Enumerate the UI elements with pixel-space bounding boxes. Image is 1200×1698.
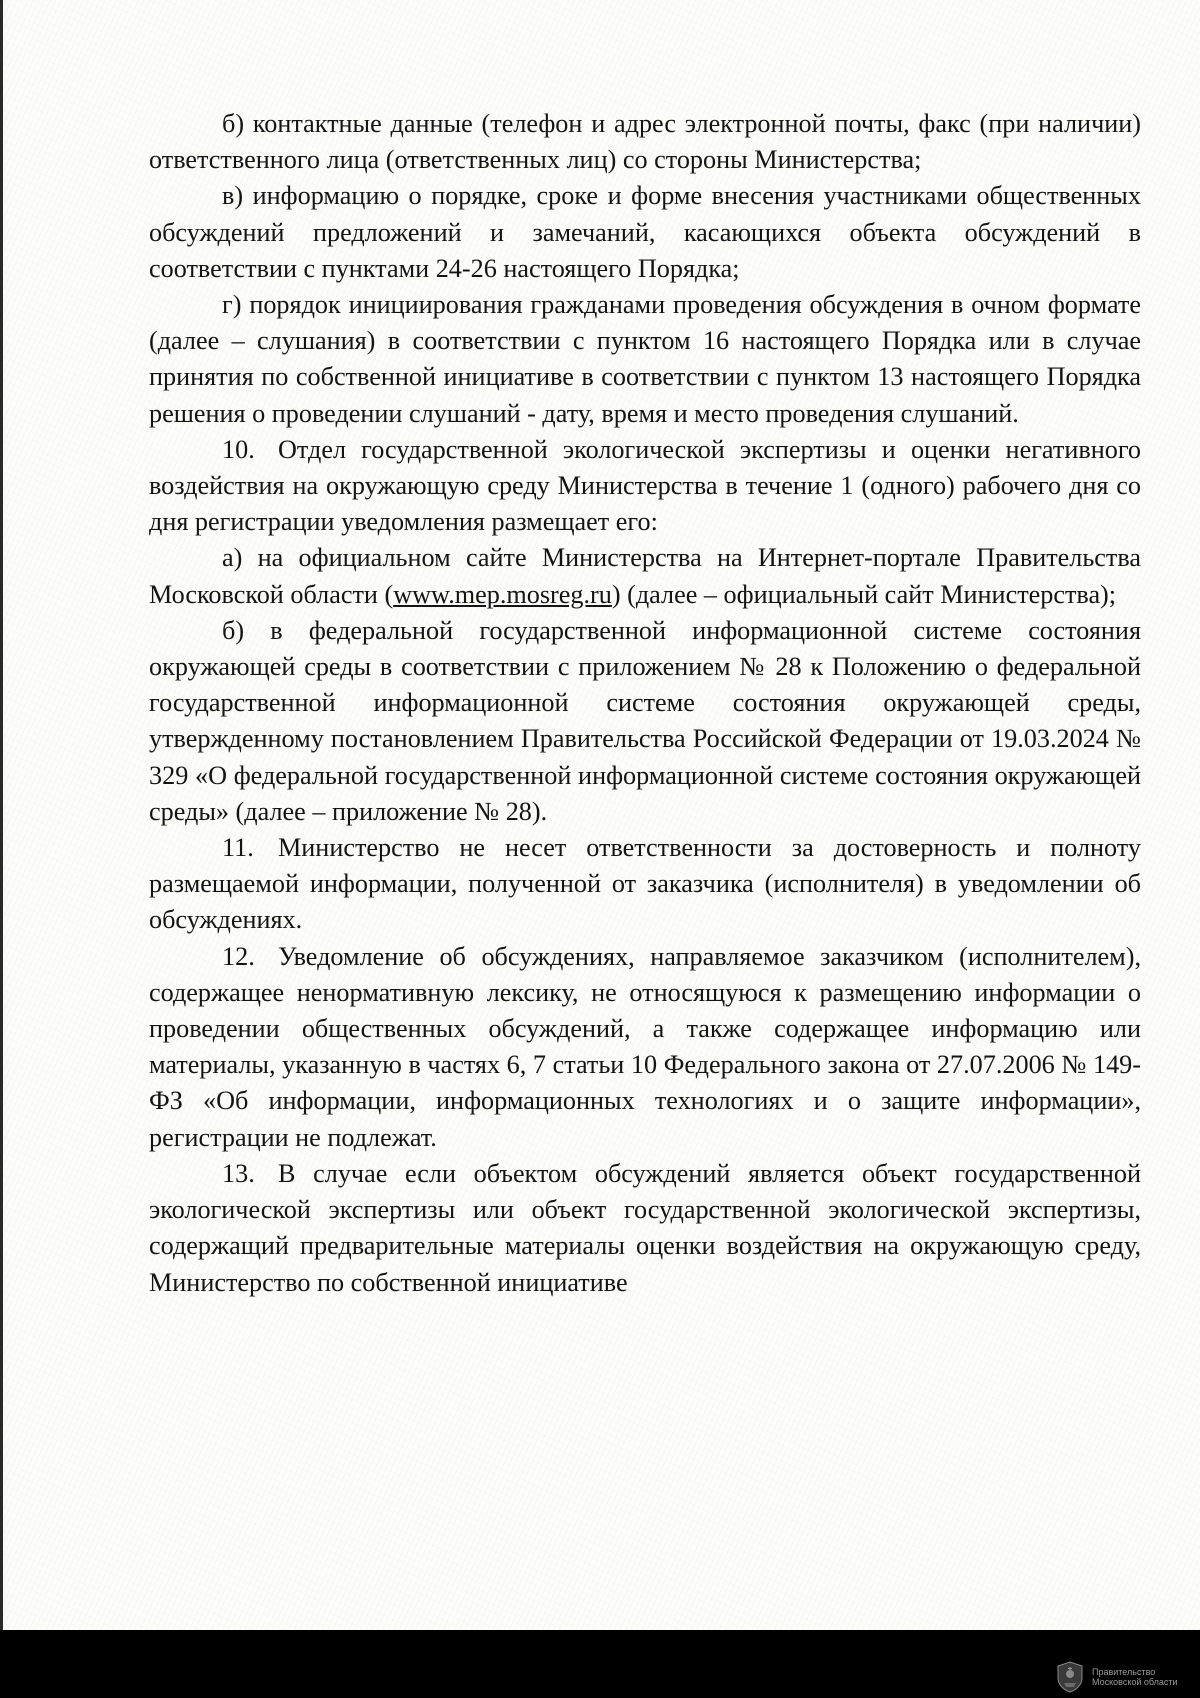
paragraph-contact-data: б) контактные данные (телефон и адрес электронной почты, факс (при наличии) ответственного лица (ответственных лиц) со стороны Министерства; [149, 109, 1141, 175]
footer-bar [0, 1630, 1200, 1698]
clause-number: 10. [222, 434, 255, 464]
clause-number: 12. [222, 941, 255, 971]
government-logo-text [1092, 1667, 1178, 1687]
logo-text-line1: Правительство [1092, 1667, 1156, 1677]
government-logo [1055, 1661, 1178, 1693]
scan-edge [0, 0, 3, 1630]
clause-12 [149, 939, 1141, 1156]
clause-10 [149, 432, 1141, 541]
clause-11 [149, 830, 1141, 939]
clause-number: 11. [222, 833, 254, 863]
ministry-website-link[interactable]: www.mep.mosreg.ru [393, 579, 612, 609]
clause-text: Министерство не несет ответственности за достоверность и полноту размещаемой информации, полученной от заказчика (исполнителя) в уведомлении об обсуждениях. [149, 833, 1141, 935]
clause-text: Уведомление об обсуждениях, направляемое заказчиком (исполнителем), содержащее ненормативную лексику, не относящуюся к размещению информации о проведении общественных обсуждений, а также содержащее информацию или материалы, указанную в частях 6, 7 статьи 10 Федерального закона от 27.07.2006 № 149-ФЗ «Об информации, информационных технологиях и о защите информации», регистрации не подлежат. [149, 941, 1141, 1152]
paragraph-proposal-procedure: в) информацию о порядке, сроке и форме внесения участниками общественных обсуждений предложений и замечаний, касающихся объекта обсуждений в соответствии с пунктами 24-26 настоящего Порядка; [149, 181, 1141, 283]
paragraph-text-before-link: а) на официальном сайте Министерства на Интернет-портале Правительства Московской области ( [149, 543, 1141, 609]
paragraph-official-site [149, 540, 1141, 612]
paragraph-hearings-initiation: г) порядок инициирования гражданами проведения обсуждения в очном формате (далее – слушания) в соответствии с пунктом 16 настоящего Порядка или в случае принятия по собственной инициативе в соответствии с пунктом 13 настоящего Порядка решения о проведении слушаний - дату, время и место проведения слушаний. [149, 290, 1141, 428]
paragraph-text-after-link: ) (далее – официальный сайт Министерства); [611, 579, 1117, 609]
paragraph-federal-system: б) в федеральной государственной информационной системе состояния окружающей среды в соответствии с приложением № 28 к Положению о федеральной государственной информационной системе состояния окружающей среды, утвержденному постановлением Правительства Российской Федерации от 19.03.2024 № 329 «О федеральной государственной информационной системе состояния окружающей среды» (далее – приложение № 28). [149, 615, 1141, 826]
clause-number: 13. [222, 1158, 255, 1188]
clause-text: Отдел государственной экологической экспертизы и оценки негативного воздействия на окружающую среду Министерства в течение 1 (одного) рабочего дня со дня регистрации уведомления размещает его: [149, 434, 1141, 537]
coat-of-arms-icon [1055, 1661, 1085, 1693]
logo-text-line2: Московской области [1092, 1677, 1178, 1687]
document-body [149, 106, 1141, 1301]
clause-13 [149, 1156, 1141, 1301]
clause-text: В случае если объектом обсуждений является объект государственной экологической экспертизы или объект государственной экологической экспертизы, содержащий предварительные материалы оценки воздействия на окружающую среду, Министерство по собственной инициативе [149, 1158, 1141, 1297]
